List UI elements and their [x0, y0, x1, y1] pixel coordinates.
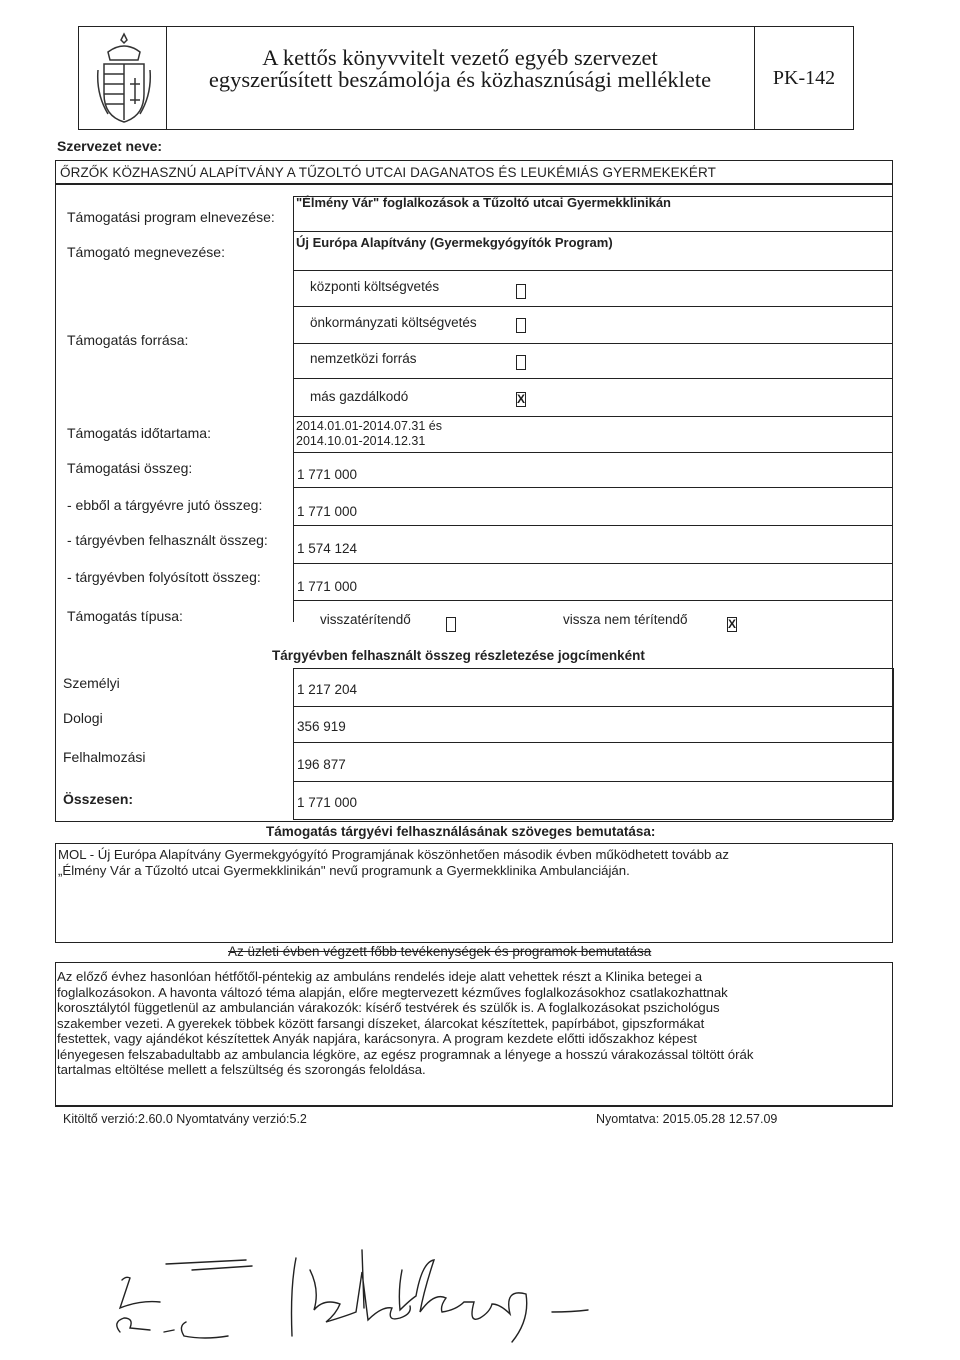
hungarian-coat-of-arms-icon	[94, 30, 154, 126]
org-name-label: Szervezet neve:	[57, 138, 163, 154]
checkbox-nonrefundable[interactable]: X	[728, 617, 737, 631]
checkbox-municipal-budget[interactable]	[516, 318, 526, 333]
usage-text-line: MOL - Új Európa Alapítvány Gyermekgyógyító Programjának köszönhetően második évben működhetett tovább az	[58, 847, 729, 862]
page-title-line1: A kettős könyvvitelt vezető egyéb szervezet	[262, 45, 658, 70]
type-label: Támogatás típusa:	[67, 608, 183, 624]
source-option-label: központi költségvetés	[310, 279, 440, 294]
amount-value: 1 771 000	[297, 504, 358, 519]
handwritten-signature	[100, 1240, 620, 1355]
activities-text-line: korosztálytól függetlenül az ambulancián várakozók: kísérő testvérek és szülők is. A foglalkozásokat pszichológus	[57, 1000, 720, 1015]
source-option-label: más gazdálkodó	[310, 389, 409, 404]
checkbox-central-budget[interactable]	[516, 284, 526, 299]
amount-label: - ebből a tárgyévre jutó összeg:	[67, 497, 263, 513]
breakdown-total-value: 1 771 000	[297, 795, 358, 810]
breakdown-row-value: 356 919	[297, 719, 346, 734]
breakdown-row-label: Felhalmozási	[63, 749, 146, 765]
activities-text-line: foglalkozásokon. A havonta változó téma alapján, előre megtervezett kézműves foglalkozásokhoz csatlakozhattnak	[57, 984, 728, 1000]
breakdown-total-label: Összesen:	[63, 791, 134, 807]
breakdown-row-label: Dologi	[63, 710, 103, 726]
amount-label: - tárgyévben felhasznált összeg:	[67, 532, 268, 548]
duration-line2: 2014.10.01-2014.12.31	[296, 434, 426, 448]
footer-printed: Nyomtatva: 2015.05.28 12.57.09	[596, 1112, 778, 1126]
activities-heading: Az üzleti évben végzett főbb tevékenységek és programok bemutatása	[228, 944, 652, 959]
source-label: Támogatás forrása:	[67, 332, 189, 348]
footer-box	[55, 1106, 893, 1107]
org-name-value: ŐRZŐK KÖZHASZNÚ ALAPÍTVÁNY A TŰZOLTÓ UTCAI DAGANATOS ÉS LEUKÉMIÁS GYERMEKEKÉRT	[60, 165, 716, 180]
breakdown-row-value: 196 877	[297, 757, 346, 772]
activities-text-line: lényegesen felszabadultabb az ambulancia légköre, az egész programnak a lényege a hosszú várakozással töltött órák	[57, 1046, 754, 1062]
amount-value: 1 574 124	[297, 541, 358, 556]
duration-label: Támogatás időtartama:	[67, 425, 211, 441]
refundable-label: visszatérítendő	[320, 612, 411, 627]
page-title-line2: egyszerűsített beszámolója és közhasznúsági melléklete	[208, 67, 712, 92]
program-label: Támogatási program elnevezése:	[67, 209, 275, 225]
checkbox-refundable[interactable]	[446, 617, 456, 632]
usage-heading: Támogatás tárgyévi felhasználásának szöveges bemutatása:	[266, 824, 656, 839]
checkbox-other-business[interactable]: X	[517, 392, 526, 406]
activities-text-line: szakember vezeti. A gyerekek többek között farsangi díszeket, álarcokat készítettek, papírbábot, gipszformákat	[57, 1015, 705, 1031]
breakdown-heading: Tárgyévben felhasznált összeg részletezése jogcímenként	[272, 648, 645, 663]
nonrefundable-label: vissza nem térítendő	[563, 612, 688, 627]
activities-text-line: Az előző évhez hasonlóan hétfőtől-péntekig az ambuláns rendelés ideje alatt vehettek részt a Klinika betegei a	[57, 969, 703, 984]
duration-line1: 2014.01.01-2014.07.31 és	[296, 419, 442, 433]
footer-version: Kitöltő verzió:2.60.0 Nyomtatvány verzió:5.2	[63, 1112, 307, 1126]
breakdown-values-box	[293, 668, 893, 820]
form-code: PK-142	[772, 67, 836, 89]
checkbox-international-source[interactable]	[516, 355, 526, 370]
usage-text-line: „Élmény Vár a Tűzoltó utcai Gyermekklinikán" nevű programunk a Gyermekklinika Ambulanciáján.	[58, 863, 630, 878]
breakdown-row-label: Személyi	[63, 675, 120, 691]
sponsor-label: Támogató megnevezése:	[67, 244, 225, 260]
activities-text-line: tartalmas eltöltése mellett a felszültség és szorongás feloldása.	[57, 1062, 426, 1077]
activities-text-line: festettek, vagy ajándékot készítettek Anyák napjára, karácsonyra. A program kezdete előtti időszakhoz képest	[57, 1031, 697, 1046]
sponsor-value: Új Európa Alapítvány (Gyermekgyógyítók Program)	[296, 235, 613, 250]
amount-label: - tárgyévben folyósított összeg:	[67, 569, 261, 585]
program-value: "Élmény Vár" foglalkozások a Tűzoltó utcai Gyermekklinikán	[296, 195, 672, 210]
amount-value: 1 771 000	[297, 579, 358, 594]
source-option-label: nemzetközi forrás	[310, 351, 417, 366]
breakdown-row-value: 1 217 204	[297, 682, 358, 697]
source-option-label: önkormányzati költségvetés	[310, 315, 477, 330]
amount-label: Támogatási összeg:	[67, 460, 193, 476]
amount-value: 1 771 000	[297, 467, 358, 482]
